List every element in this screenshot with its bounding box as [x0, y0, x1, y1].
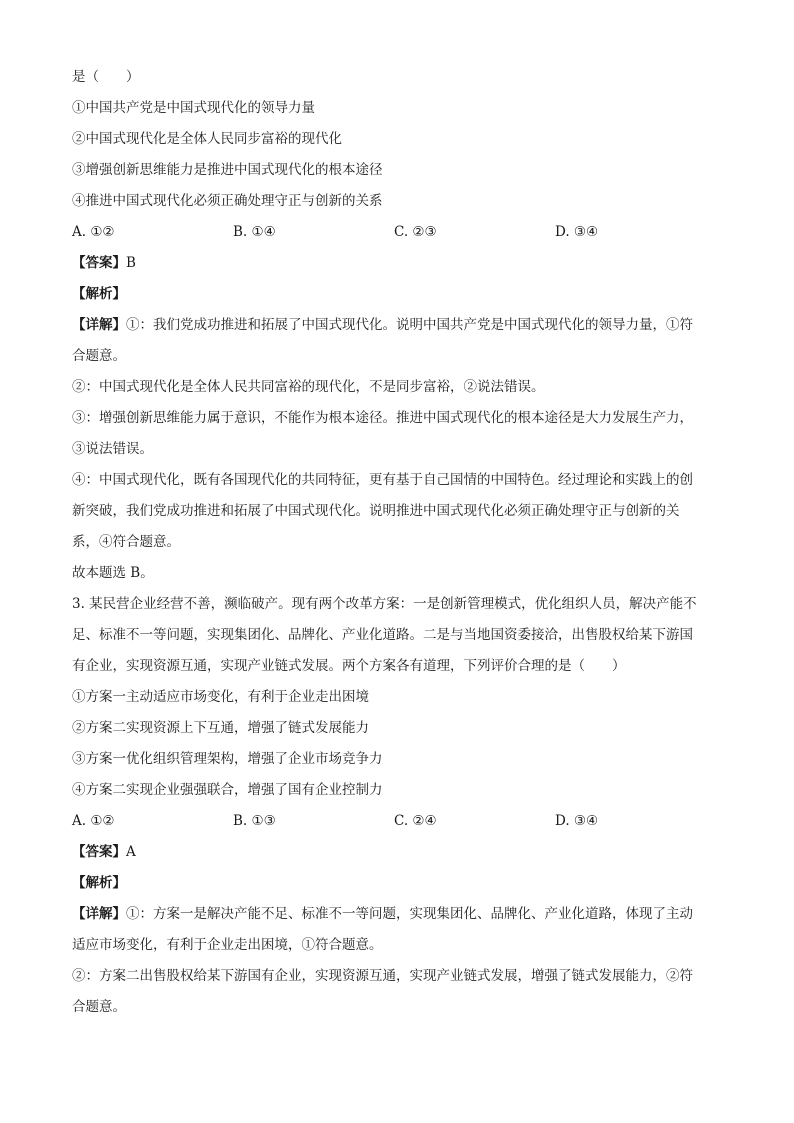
detail-line-5: ③说法错误。: [72, 441, 153, 457]
detail-tag: 【详解】: [72, 906, 126, 922]
statement-4: ④推进中国式现代化必须正确处理守正与创新的关系: [72, 193, 383, 209]
question-stem-line-2: 足、标准不一等问题，实现集团化、品牌化、产业化道路。二是与当地国资委接洽，出售股权给某下游国: [72, 627, 693, 643]
analysis-tag: 【解析】: [72, 286, 126, 302]
detail-text: ①：我们党成功推进和拓展了中国式现代化。说明中国共产党是中国式现代化的领导力量，①符: [126, 317, 693, 333]
answer-value: A: [126, 844, 136, 860]
detail-line-7: 新突破，我们党成功推进和拓展了中国式现代化。说明推进中国式现代化必须正确处理守正与创新的关: [72, 503, 680, 519]
question-stem-tail: 是（ ）: [72, 69, 140, 85]
option-b: B. ①④: [233, 224, 276, 240]
answer-options: [72, 806, 722, 837]
conclusion: 故本题选 B。: [72, 565, 154, 581]
question-stem-line-3: 有企业，实现资源互通，实现产业链式发展。两个方案各有道理，下列评价合理的是（ ）: [72, 658, 626, 674]
statement-2: ②方案二实现资源上下互通，增强了链式发展能力: [72, 720, 369, 736]
answer-tag: 【答案】: [72, 844, 126, 860]
detail-line-3: ②：中国式现代化是全体人民共同富裕的现代化，不是同步富裕，②说法错误。: [72, 379, 545, 395]
detail-line-3: ②：方案二出售股权给某下游国有企业，实现资源互通，实现产业链式发展，增强了链式发展能力，②符: [72, 968, 693, 984]
analysis-heading: [72, 279, 722, 310]
answer-line: [72, 837, 722, 868]
option-d: D. ③④: [555, 224, 599, 240]
detail-line-4: 合题意。: [72, 999, 126, 1015]
statement-1: ①方案一主动适应市场变化，有利于企业走出困境: [72, 689, 369, 705]
detail-text: ①：方案一是解决产能不足、标准不一等问题，实现集团化、品牌化、产业化道路，体现了主动: [126, 906, 693, 922]
statement-3: ③方案一优化组织管理架构，增强了企业市场竞争力: [72, 751, 383, 767]
detail-line-1: [72, 899, 722, 930]
analysis-heading: [72, 868, 722, 899]
detail-line-8: 系，④符合题意。: [72, 534, 180, 550]
detail-line-6: ④：中国式现代化，既有各国现代化的共同特征，更有基于自己国情的中国特色。经过理论和实践上的创: [72, 472, 693, 488]
statement-1: ①中国共产党是中国式现代化的领导力量: [72, 100, 315, 116]
question-stem-line-1: 3. 某民营企业经营不善，濒临破产。现有两个改革方案：一是创新管理模式，优化组织人员，解决产能不: [72, 596, 697, 612]
answer-line: [72, 248, 722, 279]
statement-4: ④方案二实现企业强强联合，增强了国有企业控制力: [72, 782, 383, 798]
option-d: D. ③④: [555, 813, 599, 829]
document-page: [72, 62, 722, 1023]
answer-tag: 【答案】: [72, 255, 126, 271]
option-a: A. ①②: [72, 813, 115, 829]
analysis-tag: 【解析】: [72, 875, 126, 891]
option-a: A. ①②: [72, 224, 115, 240]
answer-options: [72, 217, 722, 248]
statement-3: ③增强创新思维能力是推进中国式现代化的根本途径: [72, 162, 383, 178]
detail-line-1: [72, 310, 722, 341]
option-c: C. ②④: [394, 813, 437, 829]
detail-line-4: ③：增强创新思维能力属于意识，不能作为根本途径。推进中国式现代化的根本途径是大力发展生产力，: [72, 410, 693, 426]
detail-tag: 【详解】: [72, 317, 126, 333]
detail-line-2: 合题意。: [72, 348, 126, 364]
answer-value: B: [126, 255, 136, 271]
detail-line-2: 适应市场变化，有利于企业走出困境，①符合题意。: [72, 937, 383, 953]
option-c: C. ②③: [394, 224, 437, 240]
option-b: B. ①③: [233, 813, 276, 829]
statement-2: ②中国式现代化是全体人民同步富裕的现代化: [72, 131, 342, 147]
